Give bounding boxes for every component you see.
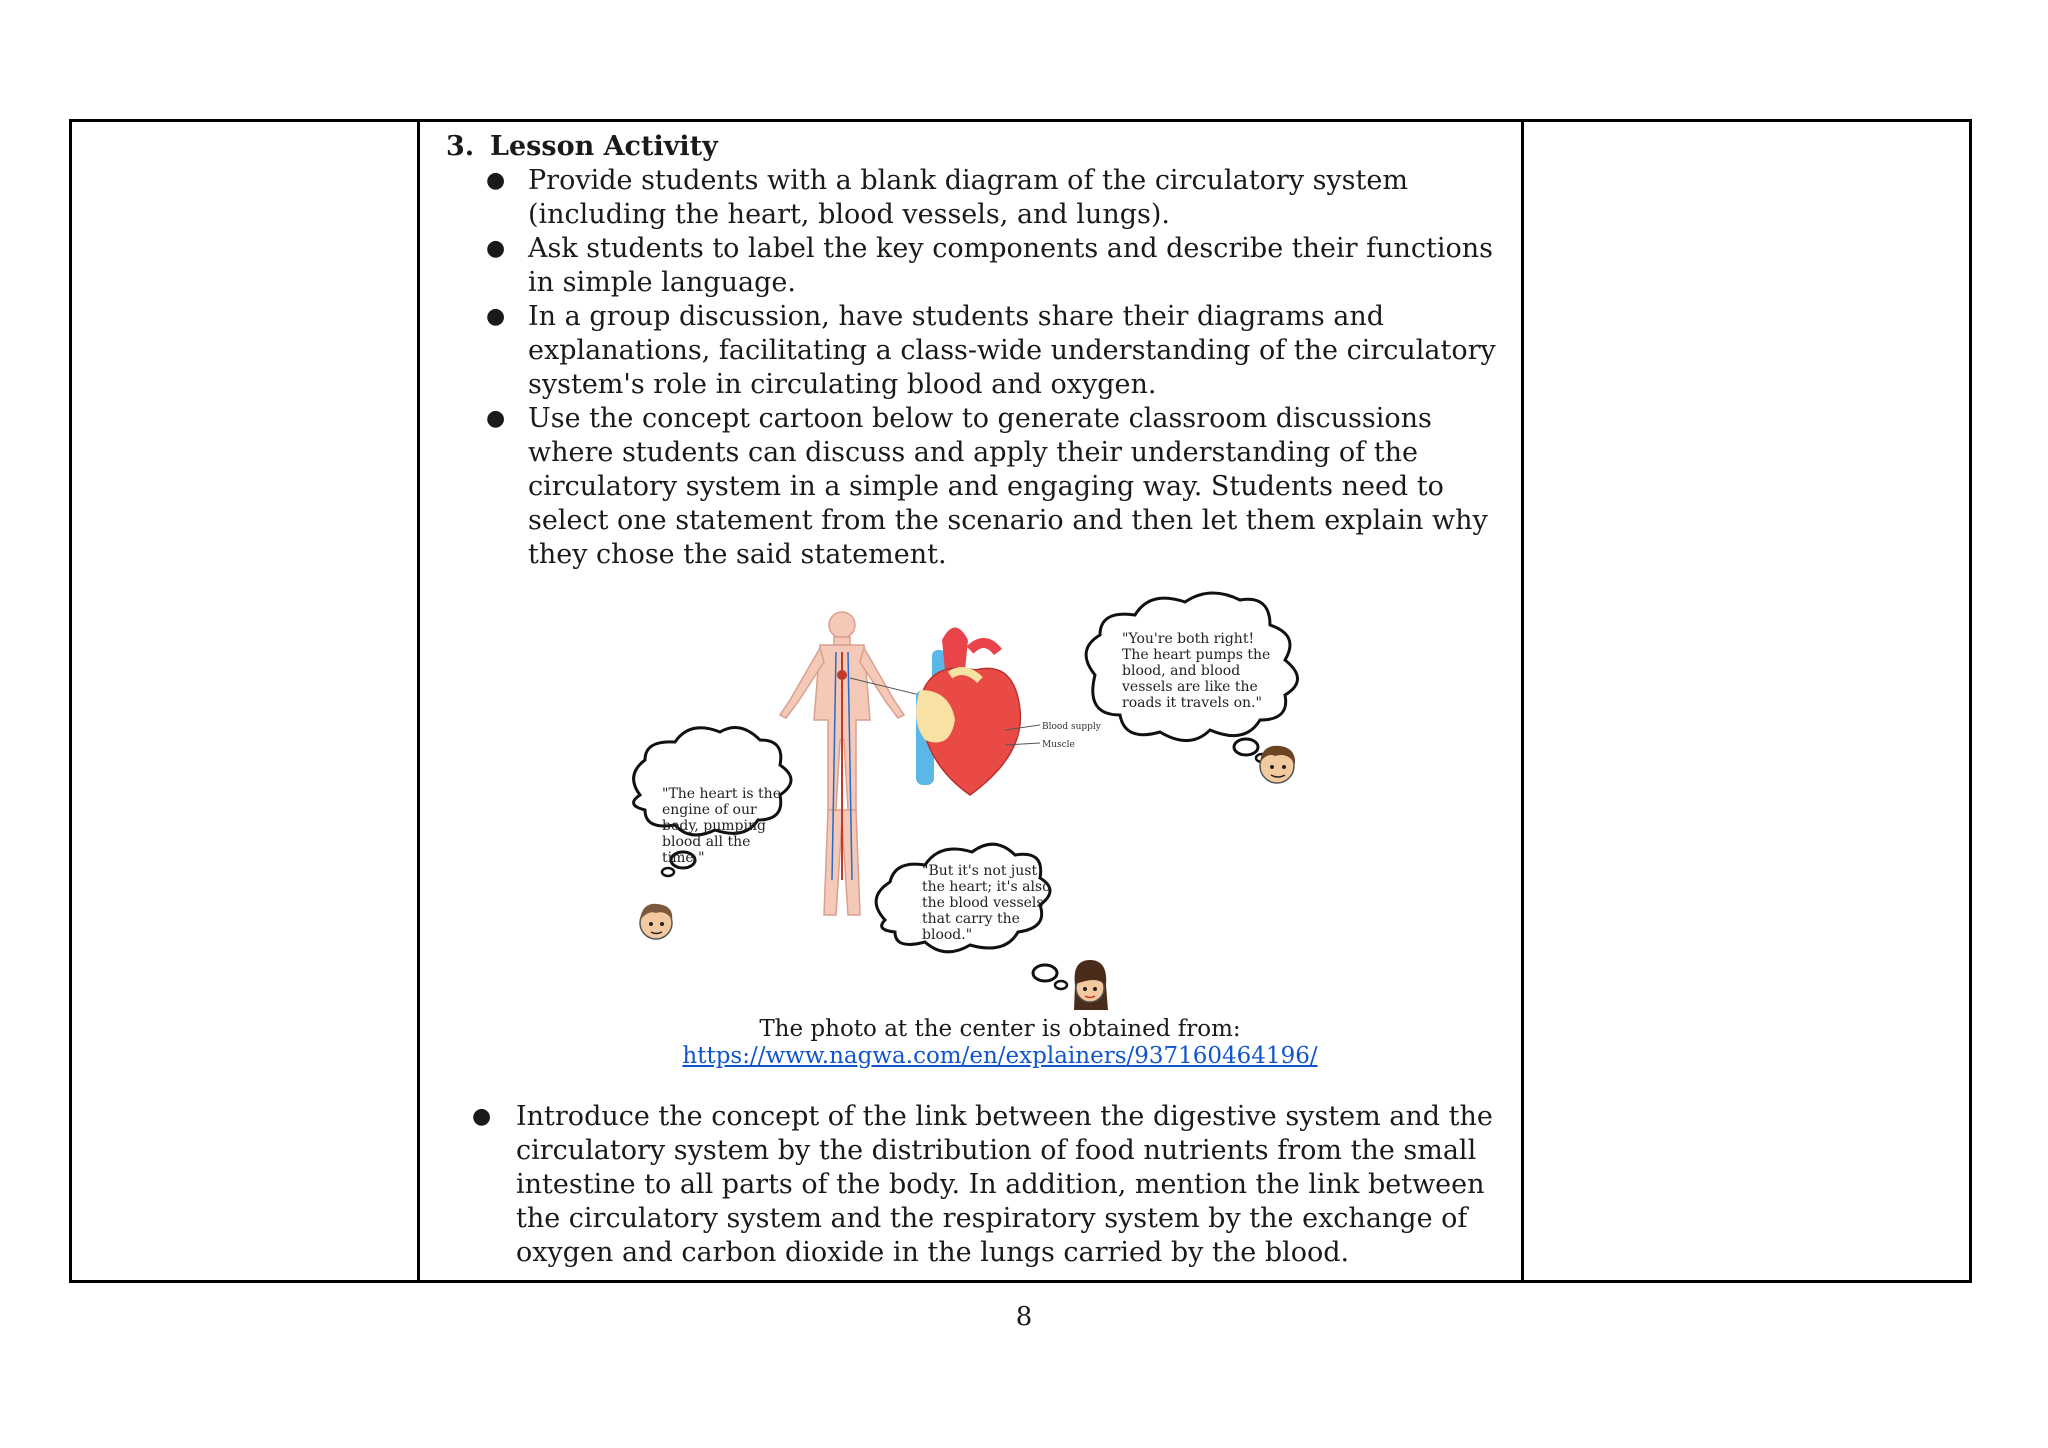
section-number: 3. xyxy=(446,131,475,162)
list-item xyxy=(446,402,1496,572)
bubble-center-line-2: the heart; it's also xyxy=(922,879,1051,895)
bullet-icon: ● xyxy=(486,236,506,261)
thought-bubble-right xyxy=(1086,593,1297,762)
heart-label-muscle: Muscle xyxy=(1042,740,1075,750)
bubble-left-line-2: engine of our xyxy=(662,802,757,818)
page-number: 8 xyxy=(1015,1302,1033,1332)
bubble-center-line-1: "But it's not just xyxy=(922,863,1038,879)
list-item-text: Ask students to label the key components and describe their functions in simple language. xyxy=(528,233,1493,298)
heart-label-blood-supply: Blood supply xyxy=(1042,722,1101,732)
final-list xyxy=(470,1100,1510,1270)
concept-cartoon xyxy=(620,580,1320,1020)
list-item xyxy=(470,1100,1510,1270)
figure-caption-link-wrap xyxy=(620,1043,1380,1070)
bubble-right-line-2: The heart pumps the xyxy=(1122,647,1271,663)
list-item xyxy=(446,164,1496,232)
list-item-text: Introduce the concept of the link between the digestive system and the circulatory system by the distribution of food nutrients from the small intestine to all parts of the body. In addition, mention the link between the circulatory system and the respiratory system by the exchange of oxygen and carbon dioxide in the lungs carried by the blood. xyxy=(516,1101,1493,1268)
list-item-text: In a group discussion, have students share their diagrams and explanations, facilitating a class-wide understanding of the circulatory system's role in circulating blood and oxygen. xyxy=(528,301,1496,400)
bubble-center-line-5: blood." xyxy=(922,927,973,943)
heart-icon xyxy=(916,628,1020,796)
bullet-icon: ● xyxy=(486,168,506,193)
bubble-left-line-4: blood all the xyxy=(662,834,751,850)
section-heading xyxy=(446,130,1496,164)
boy-face-icon xyxy=(1260,746,1295,783)
bubble-left-line-5: time." xyxy=(662,850,705,866)
column-divider-1 xyxy=(417,122,420,1280)
bubble-right-line-3: blood, and blood xyxy=(1122,663,1241,679)
thought-bubble-center xyxy=(876,844,1067,989)
section-title: Lesson Activity xyxy=(490,131,718,162)
activity-list xyxy=(446,164,1496,572)
list-item xyxy=(446,232,1496,300)
bubble-left-line-1: "The heart is the xyxy=(662,786,781,802)
bubble-center-line-4: that carry the xyxy=(922,911,1020,927)
body-diagram-icon xyxy=(780,612,904,915)
lesson-content xyxy=(446,130,1496,572)
bullet-icon: ● xyxy=(472,1104,492,1129)
list-item-text: Use the concept cartoon below to generate classroom discussions where students can discuss and apply their understanding of the circulatory system in a simple and engaging way. Students need to select one statement from the scenario and then let them explain why they chose the said statement. xyxy=(528,403,1488,570)
bubble-center-line-3: the blood vessels xyxy=(922,895,1044,911)
source-link[interactable]: https://www.nagwa.com/en/explainers/937160464196/ xyxy=(682,1043,1318,1069)
boy-face-icon xyxy=(640,904,672,939)
figure-caption: The photo at the center is obtained from: xyxy=(759,1016,1241,1042)
bubble-right-line-1: "You're both right! xyxy=(1122,631,1255,647)
girl-face-icon xyxy=(1074,960,1108,1010)
list-item-text: Provide students with a blank diagram of the circulatory system (including the heart, blood vessels, and lungs). xyxy=(528,165,1408,230)
bubble-right-line-4: vessels are like the xyxy=(1122,679,1258,695)
bubble-left-line-3: body, pumping xyxy=(662,818,766,834)
thought-bubble-left xyxy=(634,728,791,877)
column-divider-2 xyxy=(1521,122,1524,1280)
bullet-icon: ● xyxy=(486,406,506,431)
bullet-icon: ● xyxy=(486,304,506,329)
bubble-right-line-5: roads it travels on." xyxy=(1122,695,1262,711)
list-item xyxy=(446,300,1496,402)
